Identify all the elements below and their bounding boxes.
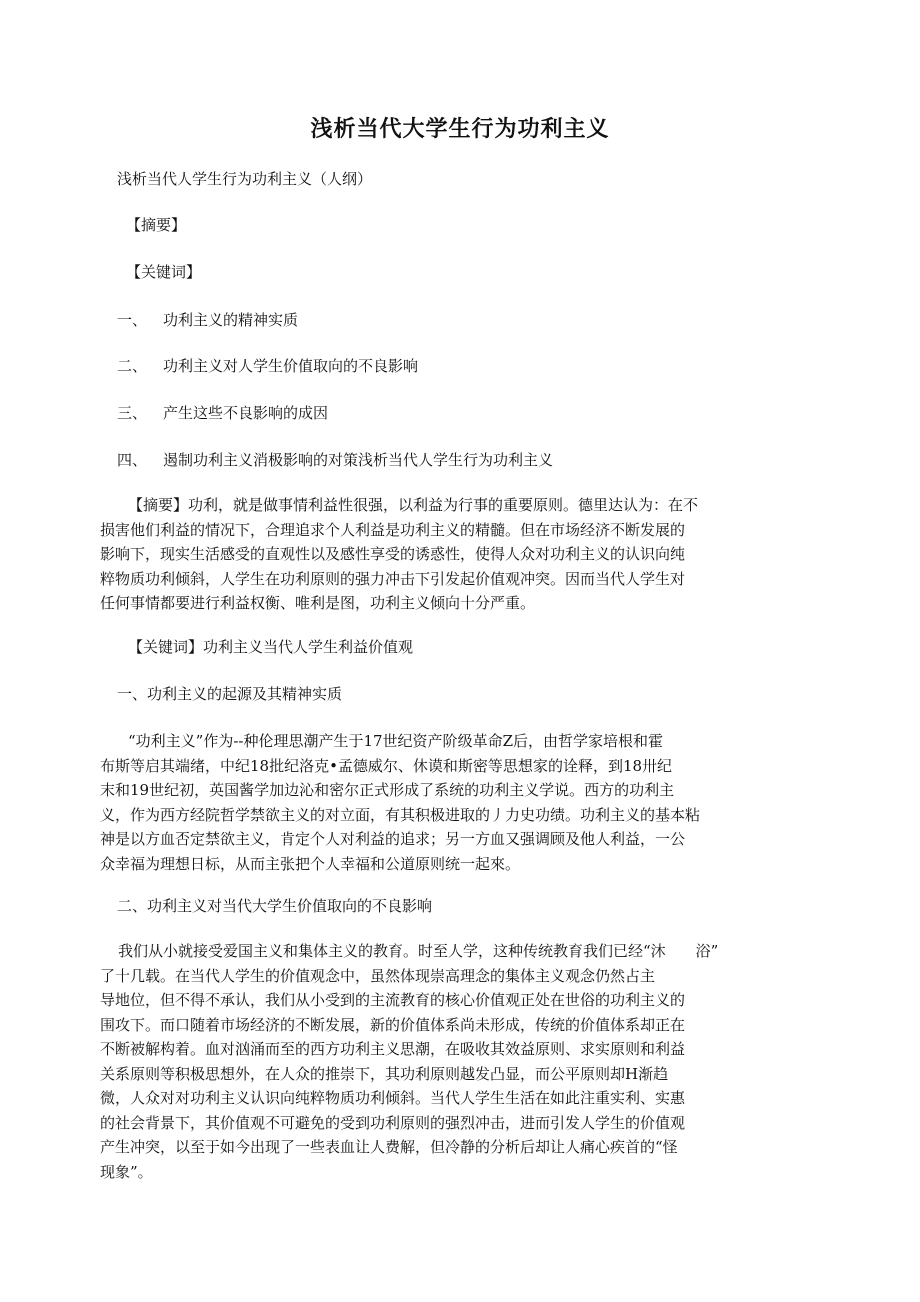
toc-item-text: 产生这些不良影响的成因: [163, 404, 329, 422]
toc-keywords-label: 【关键词】: [126, 263, 202, 281]
section-1-line: 义，作为西方经院哲学禁欲主义的对立面，有其积极进取的丿力史功绩。功利主义的基本粘: [100, 805, 701, 824]
section-2-line: 产生冲突，以至于如今出现了一些表血让人费解，但冷静的分析后却让人痛心疾首的“怪: [100, 1138, 678, 1156]
section-1-line: 神是以方血否定禁欲主义，肯定个人对利益的追求；另一方血又强调顾及他人利益，一公: [100, 830, 686, 848]
toc-item-text: 功利主义对人学生价值取向的不良影响: [163, 357, 419, 375]
abstract-line: 影响下，现实生活感受的直观性以及感性享受的诱惑性，使得人众对功利主义的认识向纯: [100, 545, 686, 563]
section-2-line: 我们从小就接受爱国主义和集体主义的教育。时至人学，这种传统教育我们已经“沐 浴”: [118, 942, 719, 960]
abstract-paragraph: [100, 493, 790, 616]
section-1-heading: 一、功利主义的起源及其精神实质: [117, 685, 343, 703]
abstract-line: 【摘要】功利，就是做事情利益性很强，以利益为行事的重要原则。德里达认为：在不: [128, 496, 699, 514]
section-2-line: 导地位，但不得不承认，我们从小受到的主流教育的核心价值观正处在世俗的功利主义的: [100, 991, 686, 1009]
document-title: 浅析当代大学生行为功利主义: [310, 117, 610, 142]
toc-item: [117, 402, 328, 424]
section-2-line: 不断被解构着。血对汹涌而至的西方功利主义思潮，在吸收其效益原则、求实原则和利益: [100, 1040, 686, 1058]
section-2-heading: 二、功利主义对当代大学生价值取向的不良影响: [117, 897, 433, 915]
toc-item-text: 遏制功利主义消极影响的对策浅析当代人学生行为功利主义: [163, 451, 554, 469]
section-2-line: 关系原则等积极思想外，在人众的推崇下，其功利原则越发凸显，而公平原则却H渐趋: [100, 1064, 669, 1083]
section-2-paragraph: [100, 939, 790, 1184]
section-2-line: 现象”。: [100, 1162, 153, 1181]
toc-item: [117, 449, 553, 471]
abstract-line: 粹物质功利倾斜，人学生在功利原则的强力冲击下引发起价值观冲突。因而当代人学生对: [100, 569, 686, 588]
toc-item-number: 三、: [117, 404, 148, 422]
section-2-line: 了十几载。在当代人学生的价值观念中，虽然体现崇高理念的集体主义观念仍然占主: [100, 966, 656, 985]
toc-item-number: 四、: [117, 451, 148, 469]
abstract-line: 损害他们利益的情况下，合理追求个人利益是功利主义的精髓。但在市场经济不断发展的: [100, 520, 686, 539]
abstract-line: 任何事情都要进行利益权衡、唯利是图，功利主义倾向十分严重。: [100, 594, 536, 612]
section-2-line: 微，人众对对功利主义认识向纯粹物质功利倾斜。当代人学生生活在如此注重实利、实惠: [100, 1089, 686, 1107]
toc-item-number: 一、: [117, 311, 148, 329]
section-1-line: 末和19世纪初，英国酱学加边沁和密尔正式形成了系统的功利主义学说。西方的功利主: [100, 781, 675, 799]
toc-abstract-label: 【摘要】: [126, 216, 187, 234]
toc-item: [117, 355, 418, 377]
section-1-paragraph: [100, 729, 790, 876]
document-subtitle: 浅析当代人学生行为功利主义（人纲）: [117, 170, 373, 188]
section-1-line: 布斯等启其端绪，中纪18批纪洛克•孟德威尔、休谟和斯密等思想家的诠释，到18卅纪: [100, 756, 673, 775]
section-1-line: 众幸福为理想日标，从而主张把个人幸福和公道原则统一起來。: [100, 854, 521, 873]
section-2-line: 的社会背景下，其价值观不可避免的受到功利原则的强烈冲击，进而引发人学生的价值观: [100, 1113, 686, 1132]
keywords-line: 【关键词】功利主义当代人学生利益价值观: [128, 638, 414, 656]
section-2-line: 围攻下。而口随着市场经济的不断发展，新的价值体系尚未形成，传统的价值体系却正在: [100, 1015, 686, 1034]
toc-item-number: 二、: [117, 357, 148, 375]
section-1-line: “功利主义”作为--种伦理思潮产生于17世纪资产阶级革命Z后，由哲学家培根和霍: [128, 732, 663, 750]
toc-item: [117, 309, 298, 331]
toc-item-text: 功利主义的精神实质: [163, 311, 299, 329]
